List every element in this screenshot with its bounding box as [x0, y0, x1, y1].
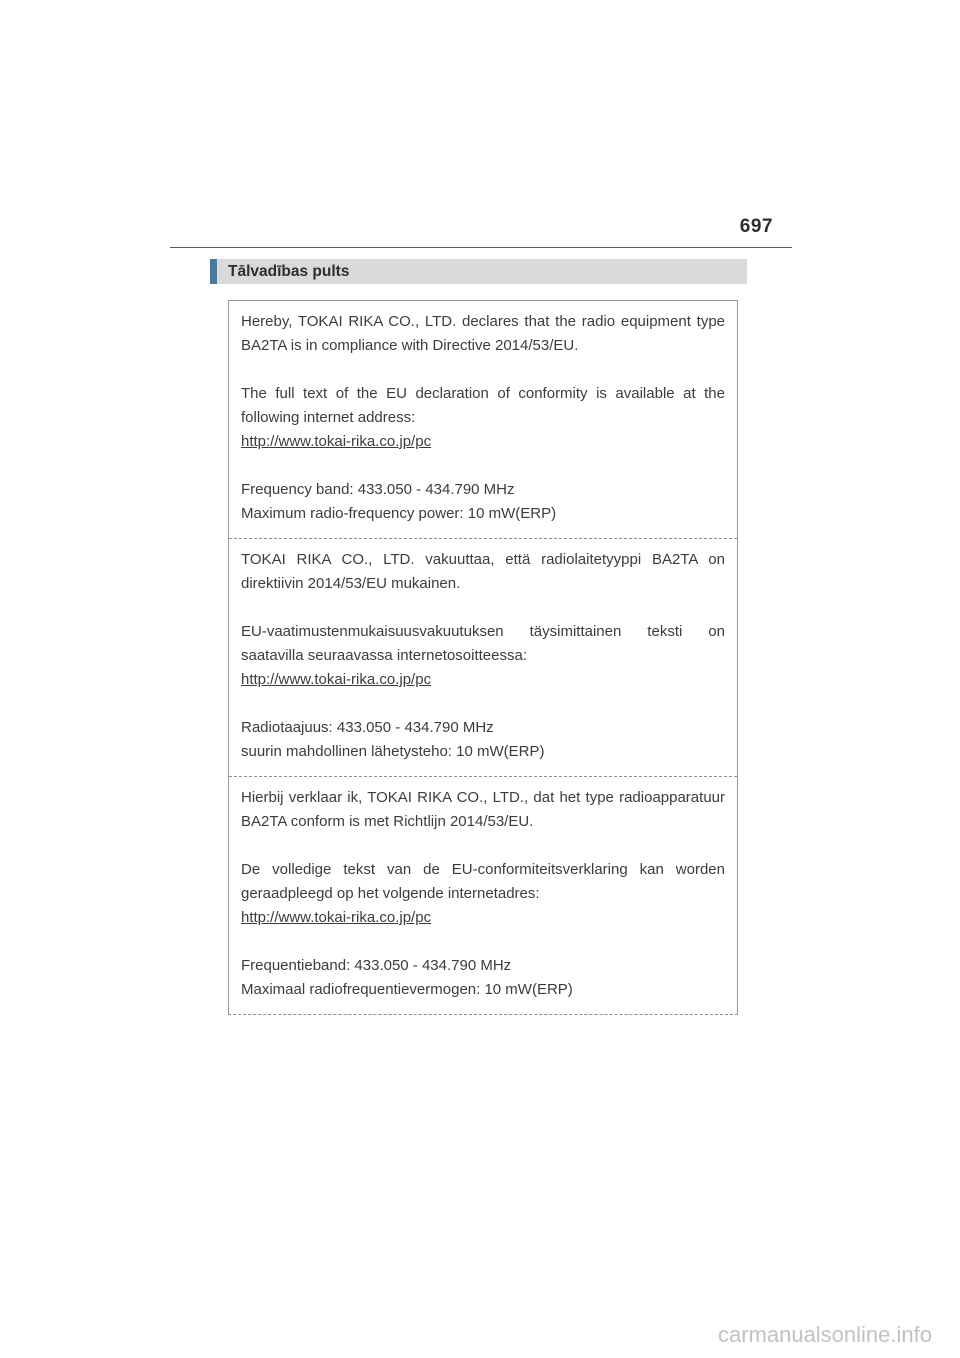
max-power-line: Maximum radio-frequency power: 10 mW(ERP)	[241, 505, 557, 522]
declaration-url-link[interactable]: http://www.tokai-rika.co.jp/pc	[241, 433, 432, 450]
max-power-line: suurin mahdollinen lähetysteho: 10 mW(ERP)	[241, 743, 545, 760]
declaration-url-line	[241, 430, 725, 454]
declaration-url-link[interactable]: http://www.tokai-rika.co.jp/pc	[241, 909, 432, 926]
declaration-url-link[interactable]: http://www.tokai-rika.co.jp/pc	[241, 671, 432, 688]
frequency-band-line: Radiotaajuus: 433.050 - 434.790 MHz	[241, 719, 494, 736]
section-accent-bar	[210, 259, 217, 284]
frequency-band-line: Frequentieband: 433.050 - 434.790 MHz	[241, 957, 512, 974]
header-divider	[170, 247, 792, 248]
declaration-statement: TOKAI RIKA CO., LTD. vakuuttaa, että radiolaitetyyppi BA2TA on direktiivin 2014/53/EU mukainen.	[241, 551, 725, 592]
declaration-box	[228, 300, 738, 1015]
max-power-line: Maximaal radiofrequentievermogen: 10 mW(ERP)	[241, 981, 573, 998]
section-title: Tālvadības pults	[228, 262, 350, 280]
watermark-text: carmanualsonline.info	[717, 1322, 932, 1347]
section-header	[210, 259, 747, 284]
declaration-section-english	[229, 301, 737, 538]
declaration-section-dutch	[229, 776, 737, 1014]
declaration-fulltext-note: De volledige tekst van de EU-conformiteitsverklaring kan worden geraadpleegd op het volgende internetadres:	[241, 861, 725, 902]
declaration-fulltext-note: EU-vaatimustenmukaisuusvakuutuksen täysimittainen teksti on saatavilla seuraavassa internetosoitteessa:	[241, 623, 725, 664]
declaration-section-finnish	[229, 538, 737, 776]
declaration-statement: Hereby, TOKAI RIKA CO., LTD. declares that the radio equipment type BA2TA is in compliance with Directive 2014/53/EU.	[241, 313, 725, 354]
declaration-fulltext-note: The full text of the EU declaration of conformity is available at the following internet address:	[241, 385, 725, 426]
page-number: 697	[739, 216, 773, 237]
declaration-url-line	[241, 906, 725, 930]
frequency-band-line: Frequency band: 433.050 - 434.790 MHz	[241, 481, 515, 498]
declaration-statement: Hierbij verklaar ik, TOKAI RIKA CO., LTD., dat het type radioapparatuur BA2TA conform is met Richtlijn 2014/53/EU.	[241, 789, 725, 830]
declaration-url-line	[241, 668, 725, 692]
